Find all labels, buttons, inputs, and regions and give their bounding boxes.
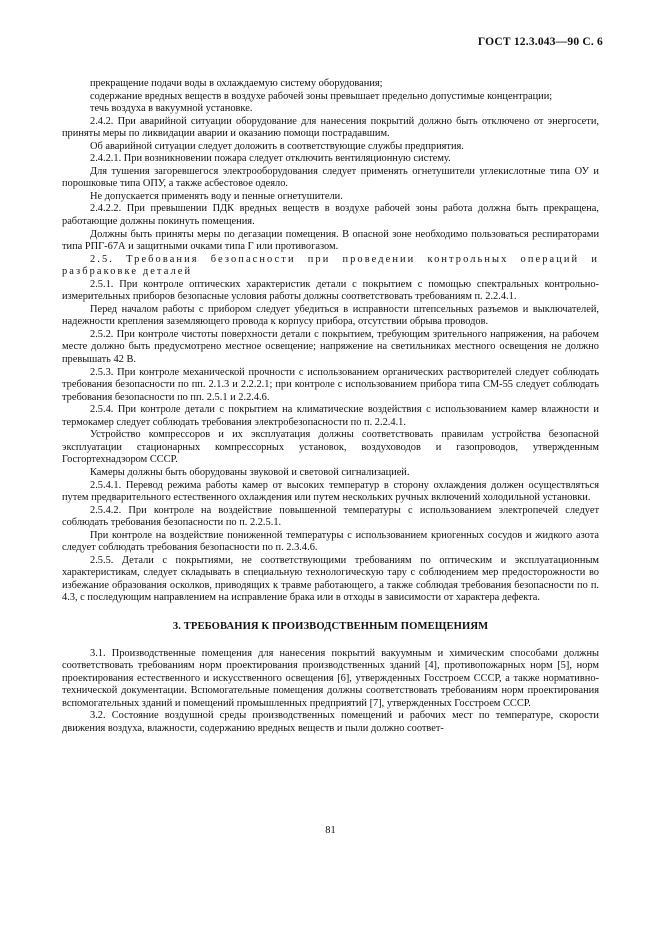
paragraph: 2.5.1. При контроле оптических характеристик детали с покрытием с помощью спектральных контрольно-измерительных приборов безопасные условия работы должны соответствовать требованиям п. 2.2.4.1. (62, 278, 599, 303)
section-heading: 3. ТРЕБОВАНИЯ К ПРОИЗВОДСТВЕННЫМ ПОМЕЩЕНИЯМ (172, 620, 489, 632)
paragraph: Перед началом работы с прибором следует убедиться в исправности штепсельных разъемов и выключателей, надежности крепления заземляющего провода к корпусу прибора, отсутствии обрыва проводов. (62, 303, 599, 328)
paragraph: 2.5.5. Детали с покрытиями, не соответствующими требованиям по оптическим и эксплуатационным характеристикам, следует складывать в специальную технологическую тару с соблюдением мер предосторожности во избежание образования осколков, приводящих к травме работающего, а также соблюдая требования безопасности по п. 4.3, с последующим направлением на исправление брака или в отходы в зависимости от характера дефекта. (62, 554, 599, 604)
paragraph: 2.5.4.1. Перевод режима работы камер от высоких температур в сторону охлаждения должен осуществляться путем предварительного естественного охлаждения или путем нескольких ручных включений холодильной установки. (62, 479, 599, 504)
paragraph: прекращение подачи воды в охлаждаемую систему оборудования; (90, 78, 383, 89)
paragraph: 2.4.2. При аварийной ситуации оборудование для нанесения покрытий должно быть отключено от энергосети, приняты меры по ликвидации аварии и оказанию помощи пострадавшим. (62, 115, 599, 140)
paragraph: Об аварийной ситуации следует доложить в соответствующие службы предприятия. (90, 140, 464, 152)
paragraph: 3.2. Состояние воздушной среды производственных помещений и рабочих мест по температуре, скорости движения воздуха, влажности, содержанию вредных веществ и пыли должно соответ- (62, 710, 599, 734)
paragraph: 2.5.4. При контроле детали с покрытием на климатические воздействия с использованием камер влажности и термокамер следует соблюдать требования электробезопасности по п. 2.2.4.1. (62, 404, 599, 428)
paragraph: 2.4.2.1. При возникновении пожара следует отключить вентиляционную систему. (90, 153, 451, 165)
paragraph: 2.4.2.2. При превышении ПДК вредных веществ в воздухе рабочей зоны работа должна быть прекращена, работающие должны покинуть помещения. (62, 203, 599, 228)
paragraph: При контроле на воздействие пониженной температуры с использованием криогенных сосудов и жидкого азота следует соблюдать требования безопасности по п. 2.3.4.6. (62, 529, 599, 554)
paragraph: 2.5.2. При контроле чистоты поверхности детали с покрытием, требующим зрительного напряжения, на рабочем месте должно быть предусмотрено местное освещение; напряжение на светильниках местного освещения не должно превышать 42 В. (62, 328, 599, 366)
page-header: ГОСТ 12.3.043—90 С. 6 (477, 36, 603, 48)
paragraph: Должны быть приняты меры по дегазации помещения. В опасной зоне необходимо пользоваться респираторами типа РПГ-67А и защитными очками типа Г или противогазом. (62, 228, 599, 253)
paragraph: содержание вредных веществ в воздухе рабочей зоны превышает предельно допустимые концентрации; (90, 90, 553, 102)
paragraph: Камеры должны быть оборудованы звуковой и световой сигнализацией. (90, 466, 410, 478)
paragraph: Устройство компрессоров и их эксплуатация должны соответствовать правилам устройства безопасной эксплуатации стационарных компрессорных установок, воздуховодов и газопроводов, утвержденным Госгортехнадзором СССР. (62, 429, 599, 466)
subsection-heading: 2.5. Требования безопасности при проведении контрольных операций и разбраковке деталей (62, 253, 599, 278)
paragraph: 3.1. Производственные помещения для нанесения покрытий вакуумным и химическим способами должны соответствовать требованиям норм проектирования производственных зданий [4], противопожарных норм [5], норм проектирования естественного и искусственного освещения [6], утвержденных Госстроем СССР, а также нормативно-технической документации. Вспомогательные помещения должны соответствовать требованиям норм проектирования вспомогательных зданий и помещений промышленных предприятий [7], утвержденных Госстроем СССР. (62, 647, 599, 709)
paragraph: Для тушения загоревшегося электрооборудования следует применять огнетушители углекислотные типа ОУ и порошковые типа ОПУ, а также асбестовое одеяло. (62, 165, 599, 190)
paragraph: 2.5.4.2. При контроле на воздействие повышенной температуры с использованием электропечей следует соблюдать требования безопасности по п. 2.2.5.1. (62, 504, 599, 529)
paragraph: течь воздуха в вакуумной установке. (90, 103, 253, 115)
page-number: 81 (325, 825, 336, 836)
paragraph: 2.5.3. При контроле механической прочности с использованием органических растворителей следует соблюдать требования безопасности по пп. 2.1.3 и 2.2.2.1; при контроле с использованием прибора типа СМ-55 следует соблюдать требования безопасности по пп. 2.5.1 и 2.2.4.6. (62, 366, 599, 403)
document-body (62, 78, 599, 735)
paragraph: Не допускается применять воду и пенные огнетушители. (90, 190, 343, 202)
